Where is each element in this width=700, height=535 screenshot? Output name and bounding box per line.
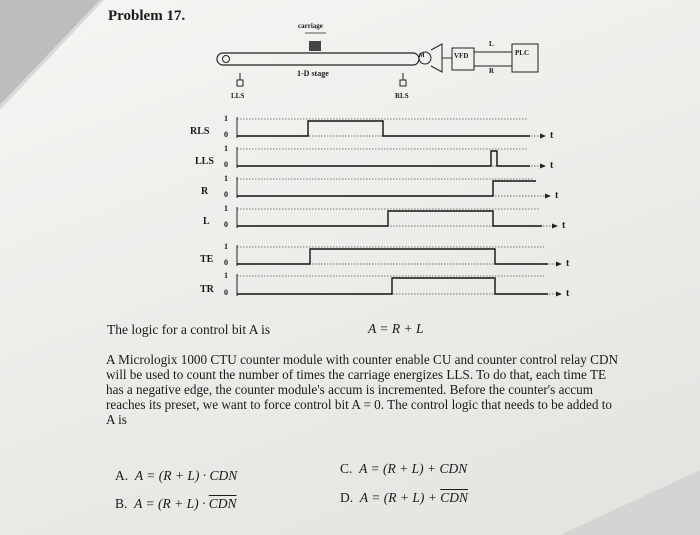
option-overbar-term: $\overline{CDN}$ bbox=[440, 490, 468, 505]
option-letter: A. bbox=[115, 468, 129, 483]
waveform bbox=[237, 278, 548, 294]
waveform bbox=[237, 249, 548, 264]
low-level-label: 0 bbox=[224, 160, 228, 169]
high-level-label: 1 bbox=[224, 204, 228, 213]
option-expression: A = (R + L) + bbox=[359, 490, 441, 505]
logic-equation: A = R + L bbox=[368, 321, 424, 336]
signal-label: LLS bbox=[195, 156, 214, 167]
time-axis-label: t bbox=[566, 288, 570, 299]
high-level-label: 1 bbox=[224, 114, 228, 123]
time-axis-arrow bbox=[556, 262, 562, 267]
wire-r-label: R bbox=[489, 67, 495, 75]
carriage-label: carriage bbox=[298, 22, 323, 30]
option-a[interactable] bbox=[115, 468, 237, 484]
signal-label: R bbox=[201, 186, 209, 197]
lls-label: LLS bbox=[231, 92, 245, 100]
low-level-label: 0 bbox=[224, 258, 228, 267]
paragraph-line: reaches its preset, we want to force control bit A = 0. The control logic that needs to be added to bbox=[106, 397, 612, 412]
timing-row-rls bbox=[237, 117, 546, 139]
paragraph-line: A Micrologix 1000 CTU counter module with counter enable CU and counter control relay CDN bbox=[106, 352, 618, 367]
stage-label: 1-D stage bbox=[297, 69, 329, 78]
time-axis-label: t bbox=[566, 258, 570, 269]
time-axis-label: t bbox=[550, 130, 554, 141]
high-level-label: 1 bbox=[224, 144, 228, 153]
logic-intro: The logic for a control bit A is bbox=[107, 322, 271, 337]
option-letter: C. bbox=[340, 461, 353, 476]
time-axis-arrow bbox=[552, 224, 558, 229]
timing-row-lls bbox=[237, 147, 546, 169]
time-axis-label: t bbox=[562, 220, 566, 231]
low-level-label: 0 bbox=[224, 190, 228, 199]
vfd-label: VFD bbox=[454, 52, 469, 60]
time-axis-arrow bbox=[540, 164, 546, 169]
time-axis-label: t bbox=[550, 160, 554, 171]
paragraph-line: will be used to count the number of times the carriage energizes LLS. To do that, each time TE bbox=[106, 367, 607, 382]
option-c[interactable] bbox=[340, 461, 467, 477]
plc-label: PLC bbox=[515, 49, 529, 57]
time-axis-arrow bbox=[545, 194, 551, 199]
paragraph-line: A is bbox=[106, 412, 127, 427]
high-level-label: 1 bbox=[224, 242, 228, 251]
option-overbar-term: $\overline{CDN}$ bbox=[208, 496, 237, 511]
time-axis-arrow bbox=[556, 292, 562, 297]
waveform bbox=[237, 211, 542, 226]
wire-l-label: L bbox=[489, 40, 494, 48]
time-axis-arrow bbox=[540, 134, 546, 139]
high-level-label: 1 bbox=[224, 174, 228, 183]
rls-label: RLS bbox=[395, 92, 409, 100]
waveform bbox=[237, 121, 530, 136]
low-level-label: 0 bbox=[224, 288, 228, 297]
waveform bbox=[237, 181, 536, 196]
low-level-label: 0 bbox=[224, 220, 228, 229]
signal-label: TR bbox=[200, 284, 214, 295]
high-level-label: 1 bbox=[224, 271, 228, 280]
waveform bbox=[237, 151, 530, 166]
signal-label: TE bbox=[200, 254, 214, 265]
signal-label: RLS bbox=[190, 126, 210, 137]
option-expression: A = (R + L) · bbox=[134, 496, 209, 511]
option-expression: A = (R + L) + CDN bbox=[359, 461, 468, 476]
option-letter: B. bbox=[115, 496, 128, 511]
problem-paragraph bbox=[106, 352, 672, 427]
option-d[interactable] bbox=[340, 490, 468, 506]
timing-row-r bbox=[237, 177, 551, 199]
time-axis-label: t bbox=[555, 190, 559, 201]
option-b[interactable] bbox=[115, 496, 237, 512]
paragraph-line: has a negative edge, the counter module's accum is incremented. Before the counter's accum bbox=[106, 382, 593, 397]
timing-row-l bbox=[237, 207, 558, 229]
problem-title: Problem 17. bbox=[108, 8, 186, 24]
timing-row-te bbox=[237, 245, 562, 267]
motor-label: M bbox=[419, 53, 425, 59]
low-level-label: 0 bbox=[224, 130, 228, 139]
timing-row-tr bbox=[237, 274, 562, 297]
option-letter: D. bbox=[340, 490, 354, 505]
option-expression: A = (R + L) · CDN bbox=[134, 468, 238, 483]
signal-label: L bbox=[203, 216, 210, 227]
